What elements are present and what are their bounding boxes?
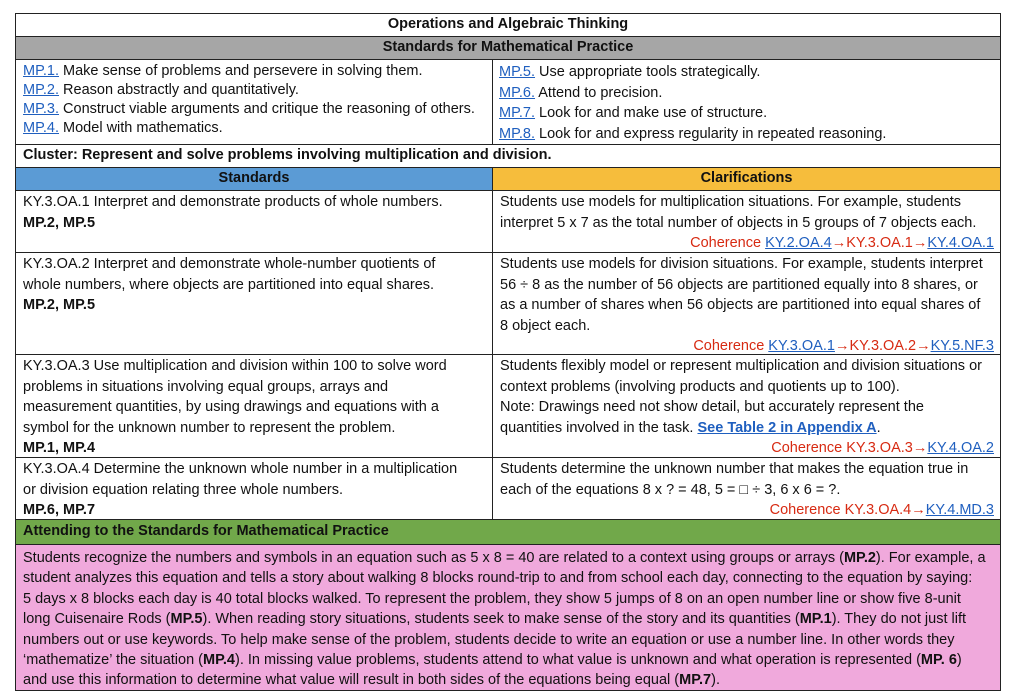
practice-item: [499, 62, 886, 83]
attending-line: [23, 630, 986, 650]
attending-text: numbers out or use keywords. To help make sense of the problem, students decide to write an equation or use a number line. In other words they: [23, 631, 955, 648]
practice-text: Model with mathematics.: [59, 120, 223, 136]
attending-text: ): [956, 652, 962, 669]
practice-link[interactable]: MP.7.: [499, 105, 536, 121]
practice-reference: MP.2: [843, 550, 876, 566]
attending-paragraph: [15, 544, 1001, 691]
appendix-link[interactable]: See Table 2 in Appendix A: [697, 419, 877, 436]
coherence-line: [500, 336, 994, 357]
standard-text: problems in situations involving equal groups, arrays and: [23, 378, 389, 395]
coherence-label: Coherence: [693, 338, 769, 354]
practices-divider: [492, 60, 493, 144]
attending-line: [23, 589, 986, 609]
page-title: Operations and Algebraic Thinking: [15, 13, 1001, 37]
practice-text: Reason abstractly and quantitatively.: [59, 82, 299, 98]
coherence-arrow: →KY.3.OA.1→: [831, 235, 928, 251]
practice-reference: MP.5: [170, 611, 203, 628]
attending-text: 5 days x 8 blocks each day is 40 total blocks walked. To represent the problem, they show 5 jumps of 8 on an open number line or show five 8-unit: [23, 590, 961, 607]
practice-link[interactable]: MP.6.: [499, 84, 536, 101]
practice-text: Look for and make use of structure.: [535, 105, 768, 121]
practice-item: [499, 83, 886, 104]
clarification-text: Note: Drawings need not show detail, but accurately represent the: [500, 399, 924, 415]
coherence-label: Coherence KY.3.OA.3→: [771, 440, 928, 456]
standard-practices: MP.2, MP.5: [23, 297, 96, 313]
practices-left-list: [23, 62, 475, 138]
attending-text: ). In missing value problems, students attend to what value is unknown and what operation is represented (: [234, 652, 921, 669]
standard-text: KY.3.OA.1 Interpret and demonstrate products of whole numbers.: [23, 194, 443, 210]
attending-text: ). When reading story situations, students seek to make sense of the story and its quantities (: [202, 611, 800, 628]
coherence-line: [500, 233, 994, 254]
practice-item: [23, 119, 475, 138]
clarification-cell: [493, 458, 1000, 521]
practice-reference: MP.1: [799, 611, 832, 628]
clarification-text: Students use models for multiplication situations. For example, students: [500, 194, 962, 210]
practice-item: [499, 103, 886, 124]
practice-link[interactable]: MP.2.: [23, 82, 60, 98]
practice-bar: Standards for Mathematical Practice: [15, 36, 1001, 60]
coherence-link[interactable]: KY.4.MD.3: [925, 502, 994, 518]
standard-practices: MP.1, MP.4: [23, 440, 96, 456]
coherence-line: [500, 438, 994, 459]
practice-reference: MP. 6: [920, 652, 957, 669]
standard-text: whole numbers, where objects are partitioned into equal shares.: [23, 276, 435, 293]
clarification-text: as a number of shares when 56 objects are partitioned into equal shares of: [500, 297, 981, 313]
practice-text: Make sense of problems and persevere in solving them.: [59, 63, 423, 79]
clarification-text: each of the equations 8 x ? = 48, 5 = □ ÷ 3, 6 x 6 = ?.: [500, 481, 841, 498]
coherence-link[interactable]: KY.2.OA.4: [765, 235, 832, 251]
standard-text: symbol for the unknown number to represent the problem.: [23, 419, 396, 436]
coherence-line: [500, 500, 994, 521]
clarification-text: 56 ÷ 8 as the number of 56 objects are partitioned equally into 8 shares, or: [500, 276, 978, 293]
coherence-link[interactable]: KY.5.NF.3: [930, 338, 994, 354]
practices-right-list: [499, 62, 886, 144]
standard-cell: [16, 191, 492, 233]
attending-text: long Cuisenaire Rods (: [23, 611, 171, 628]
practices-block: [15, 59, 1001, 145]
attending-text: ).: [711, 672, 720, 689]
attending-text: ). For example, a: [875, 550, 986, 566]
practice-link[interactable]: MP.8.: [499, 125, 536, 142]
practice-link[interactable]: MP.5.: [499, 64, 536, 80]
practice-item: [23, 62, 475, 81]
coherence-label: Coherence KY.3.OA.4→: [769, 502, 926, 518]
clarification-text: [500, 418, 994, 439]
practice-text: Construct viable arguments and critique the reasoning of others.: [59, 101, 475, 117]
clarification-fragment: .: [876, 419, 881, 436]
standards-column-header: Standards: [15, 167, 493, 191]
practice-item: [23, 81, 475, 100]
coherence-link[interactable]: KY.4.OA.1: [927, 235, 994, 251]
clarification-text: Students determine the unknown number that makes the equation true in: [500, 461, 969, 477]
clarification-text: Students flexibly model or represent multiplication and division situations or: [500, 358, 982, 374]
standard-text: KY.3.OA.4 Determine the unknown whole number in a multiplication: [23, 461, 458, 477]
clarification-text: Students use models for division situations. For example, students interpret: [500, 256, 983, 272]
clarification-text: 8 object each.: [500, 317, 591, 334]
clarification-fragment: quantities involved in the task.: [500, 419, 698, 436]
practice-reference: MP.4: [203, 652, 235, 669]
attending-line: [23, 670, 986, 690]
standard-text: KY.3.OA.3 Use multiplication and division within 100 to solve word: [23, 358, 447, 374]
attending-line: [23, 650, 986, 670]
practice-reference: MP.7: [679, 672, 712, 689]
practice-text: Use appropriate tools strategically.: [535, 64, 761, 80]
standards-table: [15, 190, 1001, 520]
standard-cell: [16, 253, 492, 316]
practice-text: Look for and express regularity in repeated reasoning.: [535, 125, 887, 142]
practice-text: Attend to precision.: [535, 84, 663, 101]
attending-text: ). They do not just lift: [831, 611, 967, 628]
clarifications-column-header: Clarifications: [492, 167, 1001, 191]
standard-practices: MP.6, MP.7: [23, 502, 96, 518]
clarification-cell: [493, 191, 1000, 254]
practice-link[interactable]: MP.1.: [23, 63, 60, 79]
coherence-arrow: →KY.3.OA.2→: [834, 338, 931, 354]
attending-line: [23, 609, 986, 629]
standard-practices: MP.2, MP.5: [23, 214, 96, 231]
attending-text: Students recognize the numbers and symbols in an equation such as 5 x 8 = 40 are related to a context using groups or arrays (: [23, 550, 844, 566]
cluster-heading: Cluster: Represent and solve problems involving multiplication and division.: [15, 144, 1001, 168]
practice-item: [23, 100, 475, 119]
coherence-label: Coherence: [690, 235, 766, 251]
practice-link[interactable]: MP.4.: [23, 120, 60, 136]
attending-line: [23, 568, 986, 588]
attending-text: student analyzes this equation and tells a story about walking 8 blocks round-trip to and from school each day, connecting to the equation by saying:: [23, 570, 973, 587]
standard-text: or division equation relating three whole numbers.: [23, 481, 343, 498]
coherence-link[interactable]: KY.3.OA.1: [768, 338, 835, 354]
practice-item: [499, 124, 886, 145]
standard-cell: [16, 355, 492, 459]
attending-heading: Attending to the Standards for Mathematical Practice: [15, 519, 1001, 545]
practice-link[interactable]: MP.3.: [23, 101, 60, 117]
standard-cell: [16, 458, 492, 521]
attending-text: and use this information to determine what value will result in both sides of the equations being equal (: [23, 672, 680, 689]
attending-text: ‘mathematize’ the situation (: [23, 652, 203, 669]
clarification-text: interpret 5 x 7 as the total number of objects in 5 groups of 7 objects each.: [500, 214, 977, 231]
clarification-cell: [493, 355, 1000, 459]
standard-text: KY.3.OA.2 Interpret and demonstrate whole-number quotients of: [23, 256, 436, 272]
coherence-link[interactable]: KY.4.OA.2: [927, 440, 994, 456]
standard-text: measurement quantities, by using drawings and equations with a: [23, 399, 439, 415]
clarification-cell: [493, 253, 1000, 357]
attending-line: [23, 548, 986, 568]
clarification-text: context problems (involving products and quotients up to 100).: [500, 378, 900, 395]
